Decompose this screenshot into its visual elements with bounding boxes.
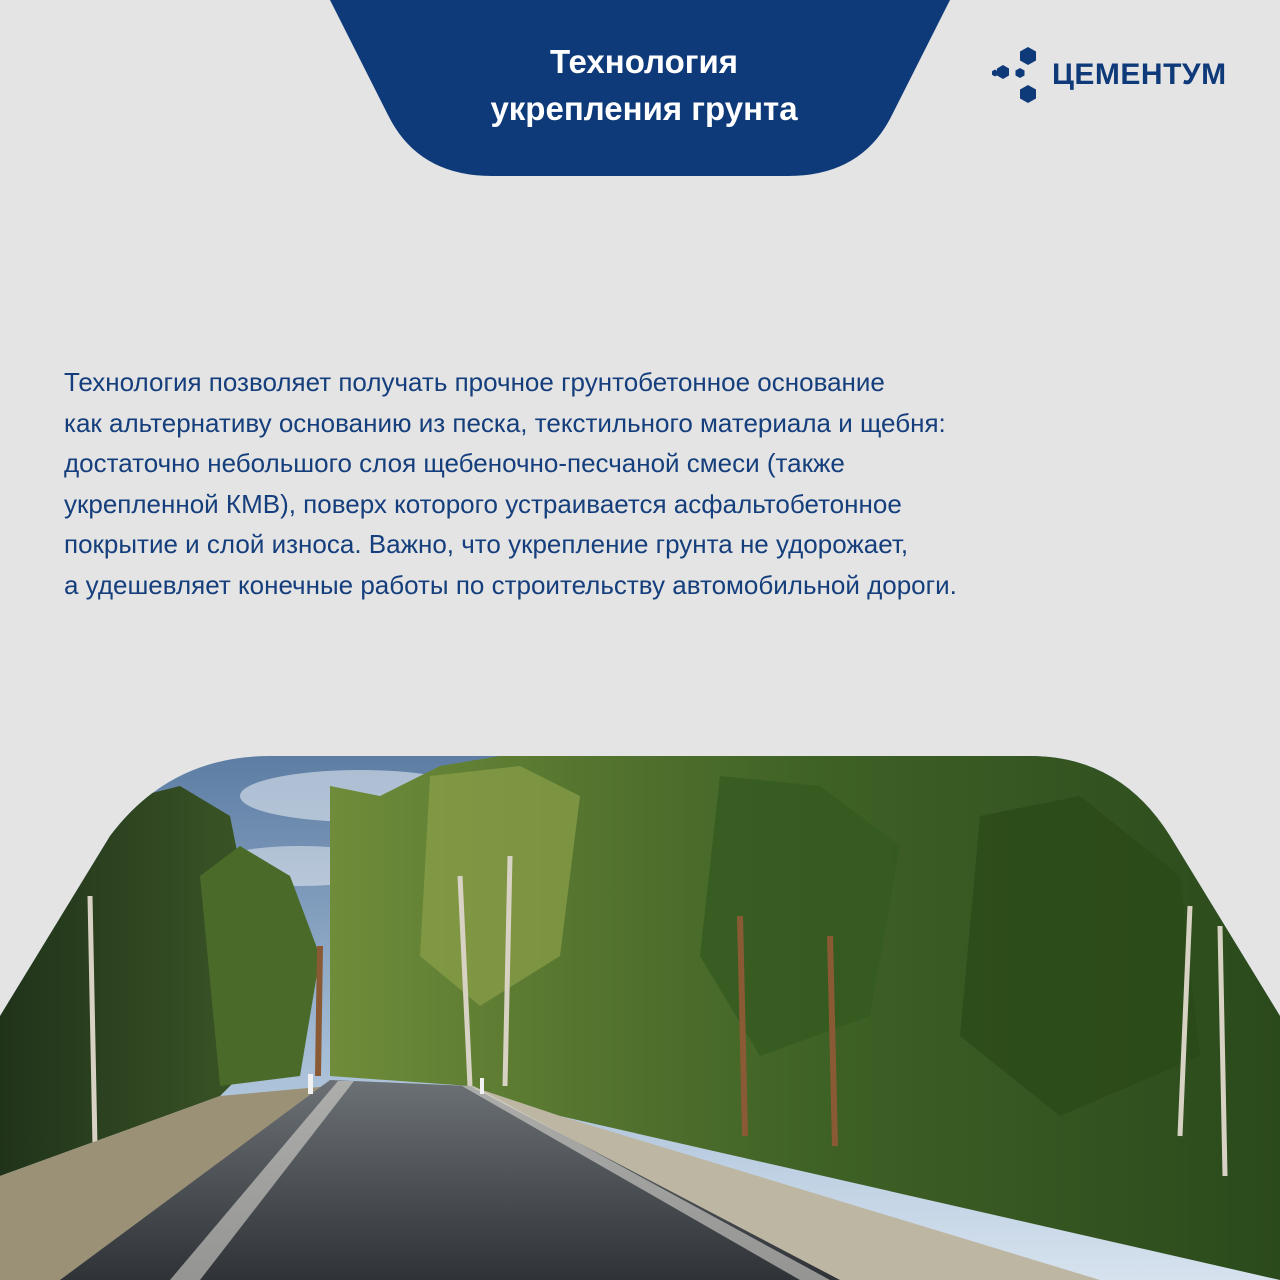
page-title-line-1: Технология [549,43,739,80]
brand-logo [990,44,1227,106]
page-title [340,38,948,132]
body-line-5: покрытие и слой износа. Важно, что укрепление грунта не удорожает, [64,529,909,559]
body-line-4: укрепленной КМВ), поверх которого устраивается асфальтобетонное [64,488,902,519]
body-line-1: Технология позволяет получать прочное грунтобетонное основание [64,367,885,397]
body-paragraph [64,362,1224,605]
page-title-line-2: укрепления грунта [490,90,798,127]
brand-name: ЦЕМЕНТУМ [1052,58,1227,91]
body-line-3: достаточно небольшого слоя щебеночно-песчаной смеси (также [64,448,845,478]
hexagon-molecule-icon [990,44,1050,106]
body-line-6: а удешевляет конечные работы по строительству автомобильной дороги. [64,569,957,600]
body-line-2: как альтернативу основанию из песка, текстильного материала и щебня: [64,407,946,438]
forest-road-photo [0,756,1280,1280]
